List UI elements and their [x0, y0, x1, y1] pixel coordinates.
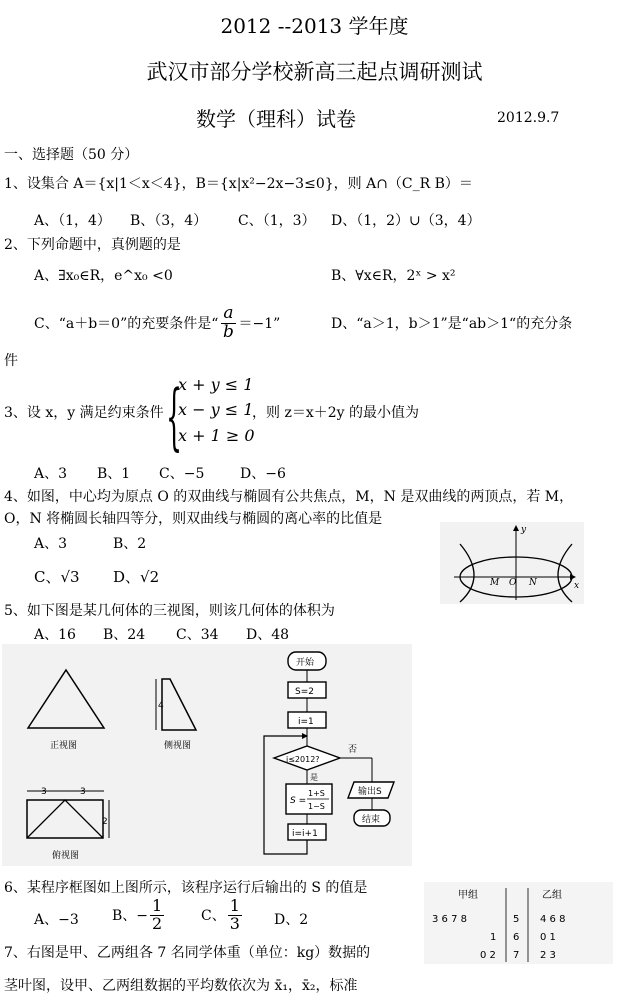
q6-option-c-fraction [228, 898, 242, 933]
front-view-label: 正视图 [50, 741, 78, 751]
section-heading: 一、选择题（50 分） [4, 147, 139, 163]
flow-update-s-lhs: S = [290, 796, 307, 806]
flow-s-init-label: S=2 [295, 687, 314, 697]
exam-date: 2012.9.7 [497, 110, 560, 126]
q6-option-c [201, 898, 242, 933]
q3-option-a: A、3 [34, 466, 68, 482]
stem-leaf-row-2-right: 0 1 [540, 932, 556, 943]
three-views-and-flowchart [2, 644, 412, 866]
side-view-trapezoid [162, 679, 196, 730]
q2-option-b: B、∀x∈R，2ˣ > x² [331, 268, 456, 284]
stem-leaf-row-2-stem: 6 [513, 932, 520, 943]
q3-stem-suffix: ，则 z＝x＋2y 的最小值为 [252, 405, 419, 421]
q3-constraint-1: x + y ≤ 1 [178, 375, 254, 394]
flow-update-s-num: 1+S [308, 789, 325, 798]
fig-n-label: N [529, 578, 537, 588]
q6-option-c-prefix: C、 [201, 908, 226, 925]
stem-leaf-header-right: 乙组 [542, 890, 562, 901]
geometry-flowchart-diagram [2, 644, 412, 866]
q2-option-c-denominator: b [223, 321, 234, 342]
q2-stem: 2、下列命题中，真例题的是 [4, 237, 181, 253]
stem-leaf-plot [424, 882, 613, 964]
q2-option-a: A、∃x₀∈R，e^x₀ <0 [34, 268, 173, 284]
q4-option-b: B、2 [113, 536, 147, 552]
q4-figure [440, 522, 584, 604]
q6-option-b-numerator: 1 [152, 896, 163, 915]
subject-title: 数学（理科）试卷 [196, 107, 356, 131]
fig-o-label: O [509, 578, 517, 588]
q5-option-d: D、48 [246, 627, 290, 643]
q7-line-2: 茎叶图，设甲、乙两组数据的平均数依次为 x̄₁，x̄₂，标准 [4, 978, 358, 994]
fig-y-label: y [521, 525, 527, 535]
stem-leaf-diagram [424, 882, 613, 964]
q3-constraint-3: x + 1 ≥ 0 [178, 426, 255, 445]
q2-option-c-prefix: C、“a＋b＝0”的充要条件是“ [34, 316, 219, 333]
stem-leaf-row-1-right: 4 6 8 [540, 914, 566, 925]
q2-option-d: D、“a＞1，b＞1”是“ab＞1“的充分条 [331, 316, 573, 332]
q1-option-b: B、（3，4） [130, 213, 208, 229]
q3-option-d: D、−6 [240, 466, 286, 482]
top-view-dimension-height: 2 [102, 817, 108, 827]
year-title: 2012 --2013 学年度 [220, 14, 409, 38]
stem-leaf-header-left: 甲组 [458, 890, 478, 901]
q2-option-c [34, 305, 280, 342]
flow-output-label: 输出S [358, 787, 382, 797]
flow-end-label: 结束 [362, 815, 381, 825]
q6-option-b-fraction [150, 898, 164, 933]
flow-update-i-label: i=i+1 [292, 829, 318, 839]
stem-leaf-row-3-left: 0 2 [480, 950, 496, 961]
q3-option-b: B、1 [97, 466, 131, 482]
stem-leaf-row-1-left: 3 6 7 8 [432, 914, 467, 925]
side-view-label: 侧视图 [164, 741, 192, 751]
q1-stem: 1、设集合 A＝{x|1＜x＜4}，B＝{x|x²−2x−3≤0}，则 A∩（C_R B）＝ [4, 176, 473, 192]
q6-option-b [112, 898, 164, 933]
flow-start-label: 开始 [296, 658, 315, 668]
fig-x-label: x [574, 581, 580, 591]
flow-update-s-den: 1−S [308, 802, 325, 811]
stem-leaf-row-3-stem: 7 [513, 950, 520, 961]
q5-option-b: B、24 [103, 627, 146, 643]
q2-option-c-suffix: ＝−1” [238, 316, 281, 333]
q6-option-c-numerator: 1 [229, 896, 240, 915]
q2-option-c-fraction [221, 305, 235, 342]
q6-option-b-prefix: B、− [112, 908, 149, 925]
q5-option-c: C、34 [176, 627, 219, 643]
side-view-dimension: 4 [158, 701, 164, 711]
q4-line-2: O，N 将椭圆长轴四等分，则双曲线与椭圆的离心率的比值是 [4, 511, 383, 527]
q2-option-c-numerator: a [223, 303, 234, 323]
q6-option-a: A、−3 [34, 912, 79, 928]
q3-brace: { [166, 374, 183, 458]
top-view-dimension-right: 3 [80, 787, 86, 797]
q6-stem: 6、某程序框图如上图所示，该程序运行后输出的 S 的值是 [4, 880, 368, 896]
q3-stem-prefix: 3、设 x，y 满足约束条件 [4, 405, 164, 421]
q3-option-c: C、−5 [159, 466, 205, 482]
q1-option-a: A、（1，4） [34, 213, 111, 229]
ellipse-hyperbola-diagram [440, 522, 584, 604]
q5-option-a: A、16 [34, 627, 76, 643]
q2-option-d-continuation: 件 [4, 353, 18, 369]
q6-option-d: D、2 [274, 912, 309, 928]
stem-leaf-row-2-left: 1 [490, 932, 497, 943]
q4-option-a: A、3 [34, 536, 68, 552]
flow-no-label: 否 [348, 745, 358, 755]
q6-option-c-denominator: 3 [229, 913, 240, 933]
top-view-dimension-left: 3 [41, 787, 47, 797]
q7-line-1: 7、右图是甲、乙两组各 7 名同学体重（单位：kg）数据的 [4, 945, 371, 961]
q1-option-c: C、（1，3） [238, 213, 316, 229]
q4-option-c: C、√3 [34, 568, 80, 586]
fig-m-label: M [490, 578, 500, 588]
q6-option-b-denominator: 2 [152, 913, 163, 933]
stem-leaf-row-1-stem: 5 [513, 914, 520, 925]
q4-option-d: D、√2 [113, 568, 160, 586]
front-view-triangle [28, 670, 104, 728]
flow-condition-label: i≤2012? [286, 755, 320, 764]
exam-title: 武汉市部分学校新高三起点调研测试 [146, 60, 483, 84]
q1-option-d: D、（1，2）∪（3，4） [331, 213, 481, 229]
stem-leaf-row-3-right: 2 3 [540, 950, 556, 961]
top-view-rectangle [27, 800, 103, 838]
flow-i-init-label: i=1 [298, 717, 314, 727]
q3-constraint-2: x − y ≤ 1 [178, 400, 254, 419]
q4-line-1: 4、如图，中心均为原点 O 的双曲线与椭圆有公共焦点，M，N 是双曲线的两顶点，若 M， [4, 489, 574, 505]
top-view-label: 俯视图 [52, 851, 80, 861]
flow-yes-label: 是 [310, 773, 318, 782]
q5-stem: 5、如下图是某几何体的三视图，则该几何体的体积为 [4, 603, 335, 619]
